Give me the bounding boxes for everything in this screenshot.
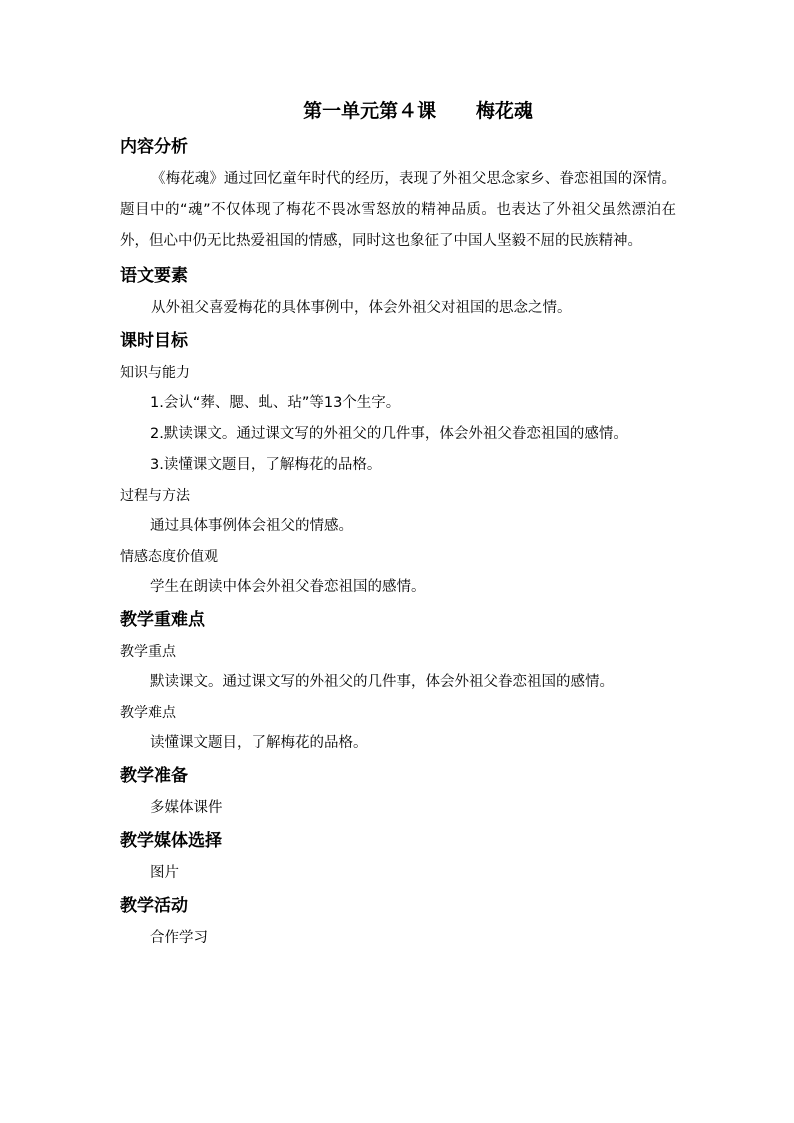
section-heading: 教学重难点 bbox=[120, 610, 205, 630]
section-heading: 语文要素 bbox=[120, 266, 188, 286]
list-item: 3.读懂课文题目，了解梅花的品格。 bbox=[150, 457, 382, 473]
section-heading: 教学媒体选择 bbox=[120, 831, 222, 851]
section-text: 图片 bbox=[150, 865, 179, 881]
section-paragraph: 《梅花魂》通过回忆童年时代的经历，表现了外祖父思念家乡、眷恋祖国的深情。题目中的“魂”不仅体现了梅花不畏冰雪怒放的精神品质。也表达了外祖父虽然漂泊在外，但心中仍无比热爱祖国的情感，同时这也象征了中国人坚毅不屈的民族精神。 bbox=[120, 171, 676, 249]
section-media-selection bbox=[120, 824, 676, 889]
section-heading: 课时目标 bbox=[120, 331, 188, 351]
section-text: 多媒体课件 bbox=[150, 800, 223, 816]
subsection-text: 学生在朗读中体会外祖父眷恋祖国的感情。 bbox=[150, 579, 426, 595]
subsection-heading: 情感态度价值观 bbox=[120, 549, 218, 565]
subsection-text: 通过具体事例体会祖父的情感。 bbox=[150, 518, 353, 534]
subsection-text: 默读课文。通过课文写的外祖父的几件事，体会外祖父眷恋祖国的感情。 bbox=[150, 674, 614, 690]
section-text: 合作学习 bbox=[150, 930, 208, 946]
document-page bbox=[120, 92, 676, 954]
section-lesson-goals bbox=[120, 324, 676, 603]
subsection-heading: 过程与方法 bbox=[120, 488, 190, 504]
section-preparation bbox=[120, 759, 676, 824]
section-language-elements bbox=[120, 259, 676, 324]
subsection-heading: 教学难点 bbox=[120, 705, 176, 721]
section-key-difficult-points bbox=[120, 603, 676, 759]
section-heading: 教学准备 bbox=[120, 766, 188, 786]
section-content-analysis bbox=[120, 130, 676, 257]
section-paragraph: 从外祖父喜爱梅花的具体事例中，体会外祖父对祖国的思念之情。 bbox=[151, 300, 572, 316]
list-item: 1.会认“葬、腮、虬、玷”等13个生字。 bbox=[150, 395, 401, 411]
section-heading: 内容分析 bbox=[120, 137, 188, 157]
section-heading: 教学活动 bbox=[120, 896, 188, 916]
section-teaching-activity bbox=[120, 889, 676, 954]
document-title: 第一单元第４课 梅花魂 bbox=[303, 100, 533, 122]
subsection-heading: 教学重点 bbox=[120, 644, 176, 660]
list-item: 2.默读课文。通过课文写的外祖父的几件事，体会外祖父眷恋祖国的感情。 bbox=[150, 426, 628, 442]
subsection-heading: 知识与能力 bbox=[120, 365, 190, 381]
subsection-text: 读懂课文题目，了解梅花的品格。 bbox=[150, 735, 368, 751]
